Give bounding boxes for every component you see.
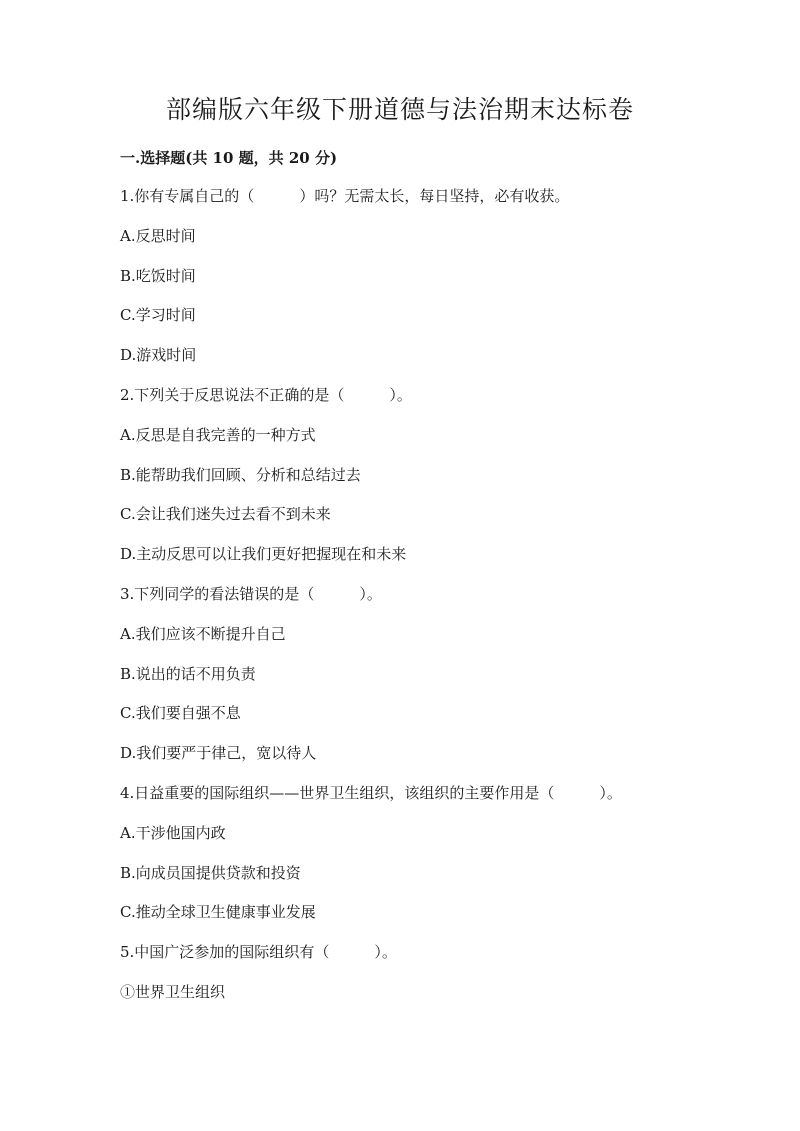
option-line: A.我们应该不断提升自己 [120,624,286,643]
option-line: C.推动全球卫生健康事业发展 [120,903,316,922]
option-line: C.我们要自强不息 [120,704,241,723]
option-line: A.干涉他国内政 [120,823,226,842]
option-line: D.我们要严于律己，宽以待人 [120,744,317,763]
option-line: A.反思时间 [120,226,196,245]
question-list [120,184,720,1020]
question-line: 5.中国广泛参加的国际组织有（ ）。 [120,943,397,962]
option-line: C.学习时间 [120,306,196,325]
option-line: B.说出的话不用负责 [120,664,256,683]
option-line: D.主动反思可以让我们更好把握现在和未来 [120,545,407,564]
question-line: 2.下列关于反思说法不正确的是（ ）。 [120,385,412,404]
section-heading: 一.选择题(共 10 题，共 20 分) [120,149,338,167]
question-line: 1.你有专属自己的（ ）吗？无需太长，每日坚持，必有收获。 [120,187,570,205]
option-line: B.向成员国提供贷款和投资 [120,863,301,882]
option-line: B.能帮助我们回顾、分析和总结过去 [120,465,361,484]
option-line: ①世界卫生组织 [120,982,226,1001]
option-line: C.会让我们迷失过去看不到未来 [120,505,331,524]
question-line: 3.下列同学的看法错误的是（ ）。 [120,584,382,603]
page-title: 部编版六年级下册道德与法治期末达标卷 [165,95,634,124]
question-line: 4.日益重要的国际组织——世界卫生组织，该组织的主要作用是（ ）。 [120,783,622,802]
option-line: D.游戏时间 [120,346,197,365]
option-line: B.吃饭时间 [120,266,196,285]
option-line: A.反思是自我完善的一种方式 [120,425,316,444]
